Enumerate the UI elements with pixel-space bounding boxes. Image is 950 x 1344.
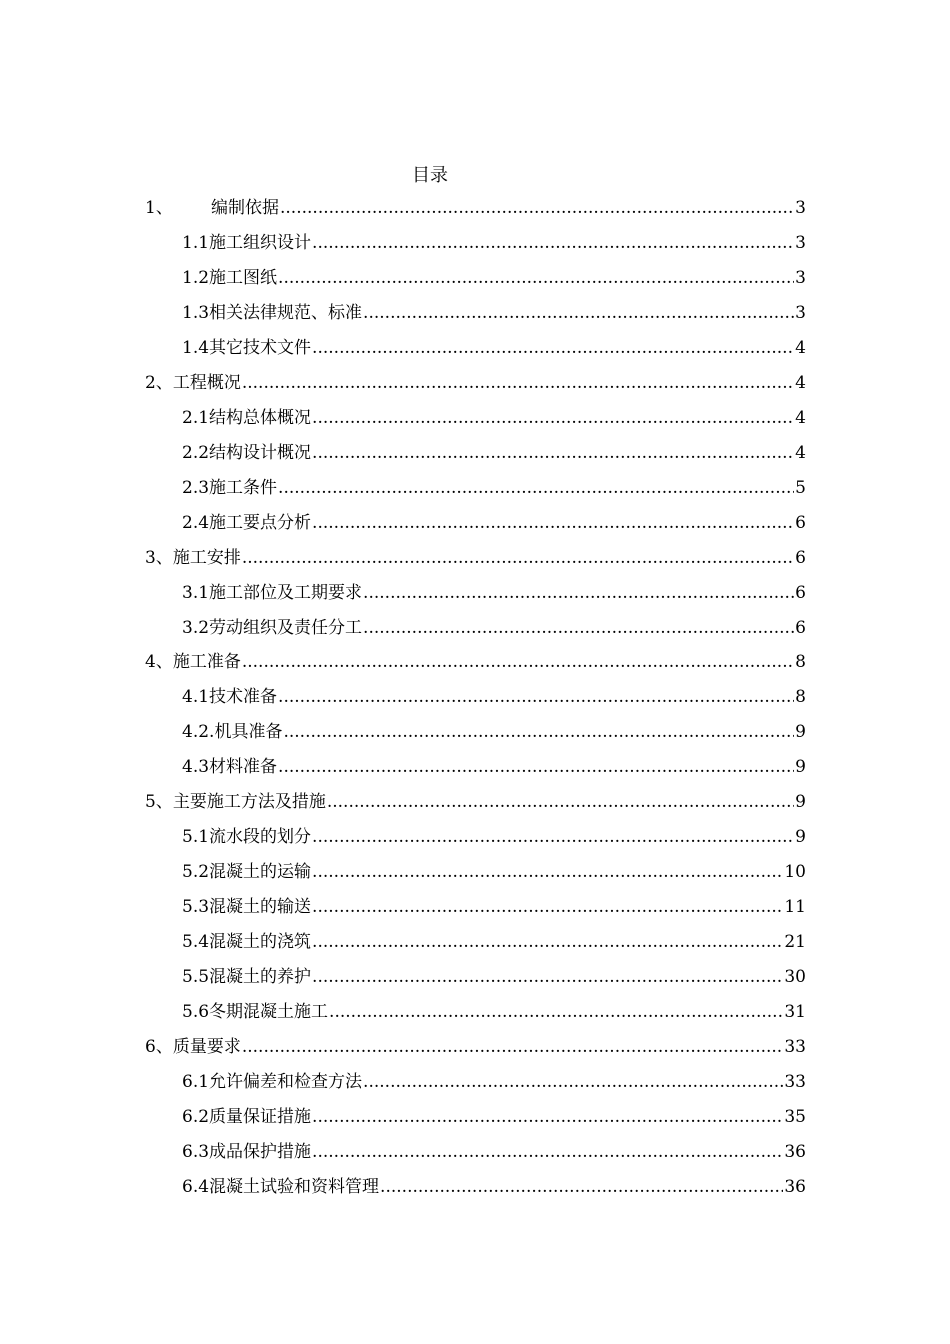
toc-dot-leader — [312, 1106, 783, 1128]
toc-entry-page-number: 31 — [784, 1002, 806, 1023]
toc-entry-number: 5、 — [145, 792, 173, 813]
toc-entry-page-number: 3 — [795, 267, 806, 288]
toc-dot-leader — [312, 896, 783, 918]
toc-entry[interactable] — [182, 678, 806, 708]
toc-entry-page-number: 6 — [795, 617, 806, 638]
toc-entry-number: 3、 — [145, 547, 173, 568]
toc-dot-leader — [363, 302, 794, 324]
toc-entry-page-number: 8 — [795, 687, 806, 708]
toc-entry-title: 劳动组织及责任分工 — [209, 617, 363, 638]
toc-entry[interactable] — [182, 434, 806, 464]
toc-dot-leader — [363, 1071, 783, 1093]
toc-entry-number: 2.3 — [182, 477, 210, 498]
toc-dot-leader — [242, 372, 794, 394]
toc-entry[interactable] — [182, 224, 806, 254]
toc-entry[interactable] — [182, 958, 806, 988]
toc-entry[interactable] — [182, 504, 806, 534]
toc-entry-number: 2.4 — [182, 512, 210, 533]
toc-entry-page-number: 9 — [795, 827, 806, 848]
toc-entry[interactable] — [182, 399, 806, 429]
toc-entry-number: 4.3 — [182, 757, 210, 778]
toc-entry[interactable] — [182, 609, 806, 639]
toc-dot-leader — [312, 442, 794, 464]
toc-entry[interactable] — [182, 1168, 806, 1198]
toc-entry-number: 4.1 — [182, 687, 210, 708]
toc-entry-title: 其它技术文件 — [209, 337, 312, 358]
toc-entry[interactable] — [145, 189, 806, 219]
toc-entry[interactable] — [182, 923, 806, 953]
toc-entry-title: 成品保护措施 — [209, 1141, 312, 1162]
toc-entry-number: 5.5 — [182, 967, 210, 988]
toc-entry-page-number: 4 — [795, 407, 806, 428]
toc-entry-page-number: 10 — [784, 862, 806, 883]
toc-entry-title: 编制依据 — [211, 198, 279, 218]
toc-entry-title: 施工部位及工期要求 — [209, 582, 363, 603]
toc-entry[interactable] — [182, 1098, 806, 1128]
toc-entry-title: 混凝土的浇筑 — [209, 932, 312, 953]
toc-entry-number: 4.2. — [182, 722, 215, 743]
toc-entry-page-number: 36 — [784, 1141, 806, 1162]
toc-entry-number: 3.1 — [182, 582, 210, 603]
toc-dot-leader — [242, 651, 794, 673]
toc-entry-title: 相关法律规范、标准 — [209, 302, 363, 323]
toc-dot-leader — [329, 1001, 783, 1023]
toc-entry-title: 质量要求 — [172, 1037, 241, 1058]
toc-entry[interactable] — [182, 853, 806, 883]
toc-dot-leader — [363, 582, 794, 604]
toc-entry-number: 3.2 — [182, 617, 210, 638]
toc-entry-page-number: 3 — [795, 198, 806, 218]
toc-entry-page-number: 3 — [795, 232, 806, 253]
toc-entry[interactable] — [182, 993, 806, 1023]
toc-entry-title: 施工要点分析 — [209, 512, 312, 533]
toc-entry-page-number: 6 — [795, 512, 806, 533]
toc-entry-page-number: 9 — [795, 792, 806, 813]
toc-entry-title: 结构设计概况 — [209, 442, 312, 463]
toc-entry-title: 允许偏差和检查方法 — [209, 1072, 363, 1092]
toc-entry-title: 施工图纸 — [209, 267, 278, 288]
toc-entry-number: 2.2 — [182, 442, 210, 463]
toc-entry-number: 1.3 — [182, 302, 210, 323]
toc-entry-page-number: 6 — [795, 582, 806, 603]
toc-entry-number: 1.2 — [182, 267, 210, 288]
toc-entry-number: 2、 — [145, 372, 173, 393]
toc-dot-leader — [312, 931, 783, 953]
toc-dot-leader — [278, 267, 794, 289]
toc-entry-page-number: 9 — [795, 722, 806, 743]
toc-title: 目录 — [412, 165, 448, 186]
toc-entry-page-number: 30 — [784, 967, 806, 988]
toc-dot-leader — [278, 756, 794, 778]
toc-entry-title: 施工准备 — [172, 652, 241, 673]
toc-entry-page-number: 4 — [795, 337, 806, 358]
toc-dot-leader — [312, 512, 794, 534]
toc-entry-page-number: 3 — [795, 302, 806, 323]
toc-dot-leader — [312, 1141, 783, 1163]
toc-entry-title: 工程概况 — [172, 372, 241, 393]
toc-entry-page-number: 33 — [784, 1037, 806, 1058]
toc-dot-leader — [312, 966, 783, 988]
toc-entry-title: 技术准备 — [209, 687, 278, 708]
toc-dot-leader — [312, 337, 794, 359]
toc-entry-number: 6.4 — [182, 1176, 210, 1197]
toc-entry-number: 6.2 — [182, 1106, 210, 1127]
toc-entry-title: 冬期混凝土施工 — [209, 1002, 329, 1023]
toc-entry-page-number: 5 — [795, 477, 806, 498]
toc-entry-number: 5.1 — [182, 827, 210, 848]
toc-entry[interactable] — [145, 643, 806, 673]
toc-entry-page-number: 8 — [795, 652, 806, 673]
toc-entry-page-number: 9 — [795, 757, 806, 778]
toc-entry-title: 混凝土试验和资料管理 — [209, 1176, 380, 1197]
toc-entry[interactable] — [182, 748, 806, 778]
toc-dot-leader — [312, 232, 794, 254]
toc-entry[interactable] — [182, 329, 806, 359]
toc-dot-leader — [242, 1036, 784, 1058]
toc-entry-title: 混凝土的输送 — [209, 897, 312, 918]
toc-entry[interactable] — [145, 364, 806, 394]
toc-dot-leader — [278, 477, 794, 499]
toc-entry-title: 结构总体概况 — [209, 407, 312, 428]
toc-entry[interactable] — [182, 469, 806, 499]
toc-entry-title: 混凝土的运输 — [209, 862, 312, 883]
toc-entry-page-number: 35 — [784, 1106, 806, 1127]
toc-entry-number: 5.3 — [182, 897, 210, 918]
toc-entry-title: 施工安排 — [172, 547, 241, 568]
toc-dot-leader — [327, 791, 794, 813]
toc-entry[interactable] — [182, 888, 806, 918]
toc-entry-title: 施工组织设计 — [209, 232, 312, 253]
toc-dot-leader — [242, 547, 794, 569]
toc-entry-number: 1.1 — [182, 232, 210, 253]
toc-entry-title: 混凝土的养护 — [209, 967, 312, 988]
toc-dot-leader — [280, 197, 794, 219]
toc-entry-number: 4、 — [145, 652, 173, 673]
toc-entry-number: 6、 — [145, 1037, 173, 1058]
toc-entry-title: 质量保证措施 — [209, 1106, 312, 1127]
toc-dot-leader — [380, 1176, 783, 1198]
toc-entry-page-number: 21 — [784, 932, 806, 953]
toc-entry[interactable] — [182, 259, 806, 289]
toc-entry[interactable] — [145, 783, 806, 813]
toc-entry[interactable] — [182, 294, 806, 324]
toc-entry-number: 1、 — [145, 198, 173, 218]
toc-dot-leader — [278, 686, 794, 708]
toc-entry-number: 5.4 — [182, 932, 210, 953]
toc-entry-number: 2.1 — [182, 407, 210, 428]
toc-entry[interactable] — [182, 713, 806, 743]
toc-entry[interactable] — [145, 539, 806, 569]
toc-entry-title: 机具准备 — [214, 722, 283, 743]
toc-entry[interactable] — [182, 818, 806, 848]
toc-entry[interactable] — [182, 574, 806, 604]
toc-entry[interactable] — [182, 1133, 806, 1163]
toc-entry-title: 材料准备 — [209, 757, 278, 778]
toc-entry[interactable] — [182, 1063, 806, 1093]
toc-entry-title: 主要施工方法及措施 — [172, 792, 326, 813]
toc-entry-page-number: 4 — [795, 372, 806, 393]
toc-entry-number: 6.3 — [182, 1141, 210, 1162]
toc-dot-leader — [312, 407, 794, 429]
toc-entry-title: 施工条件 — [209, 477, 278, 498]
toc-dot-leader — [363, 617, 794, 639]
toc-entry-number: 6.1 — [182, 1072, 210, 1092]
toc-entry[interactable] — [145, 1028, 806, 1058]
toc-entry-number: 1.4 — [182, 337, 210, 358]
toc-entry-page-number: 36 — [784, 1176, 806, 1197]
toc-entry-page-number: 33 — [784, 1072, 806, 1092]
toc-dot-leader — [283, 721, 794, 743]
toc-entry-page-number: 4 — [795, 442, 806, 463]
toc-entry-number: 5.2 — [182, 862, 210, 883]
toc-entry-page-number: 6 — [795, 547, 806, 568]
toc-entry-title: 流水段的划分 — [209, 827, 312, 848]
toc-entry-page-number: 11 — [784, 897, 806, 918]
toc-dot-leader — [312, 826, 794, 848]
toc-entry-number: 5.6 — [182, 1002, 210, 1023]
toc-dot-leader — [312, 861, 783, 883]
